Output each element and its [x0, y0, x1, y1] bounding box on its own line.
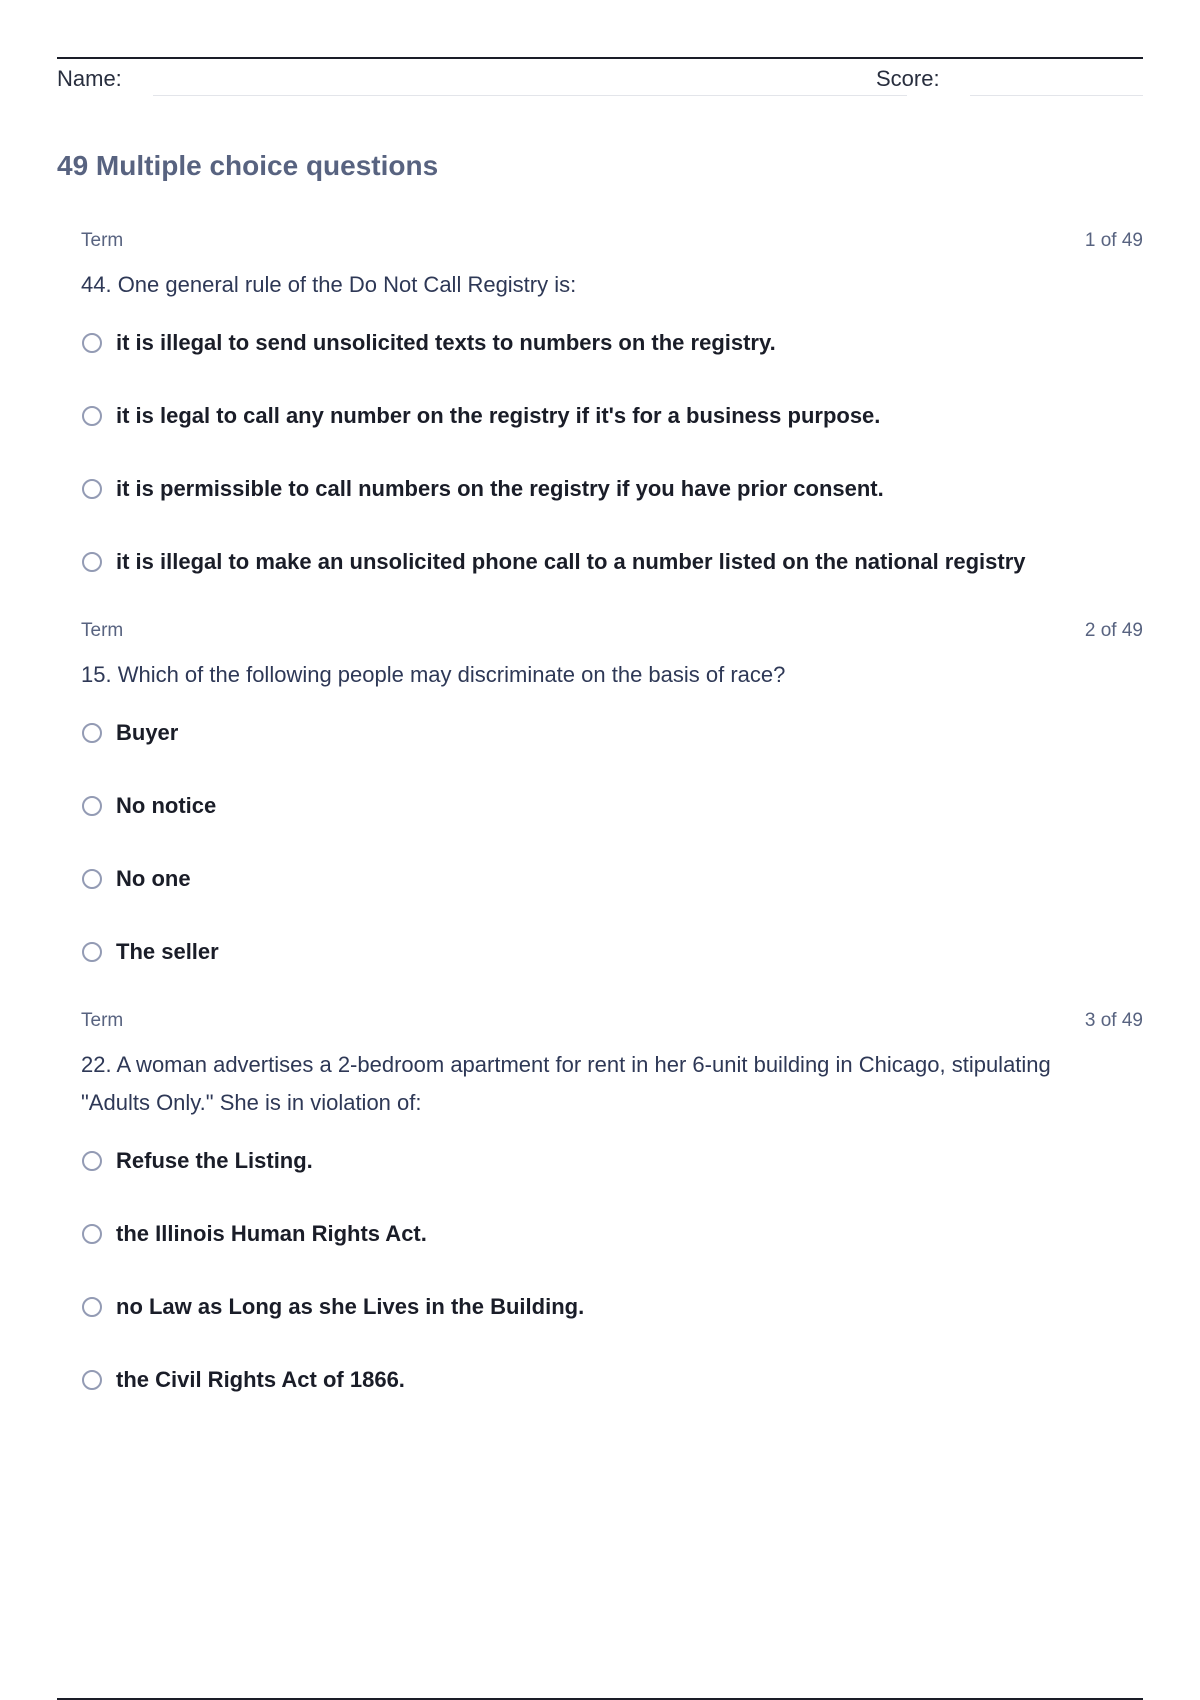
answer-options — [81, 324, 1143, 581]
answer-option[interactable] — [81, 1142, 1143, 1180]
radio-button[interactable] — [82, 479, 102, 499]
radio-button[interactable] — [82, 1370, 102, 1390]
radio-button[interactable] — [82, 552, 102, 572]
question-meta — [81, 620, 1143, 644]
option-label: The seller — [116, 939, 219, 964]
answer-option[interactable] — [81, 1288, 1143, 1326]
option-label: the Illinois Human Rights Act. — [116, 1221, 427, 1246]
answer-option[interactable] — [81, 397, 1143, 435]
answer-option[interactable] — [81, 1215, 1143, 1253]
option-label: the Civil Rights Act of 1866. — [116, 1367, 405, 1392]
worksheet-header — [57, 62, 1143, 96]
term-label: Term — [81, 620, 124, 641]
answer-option[interactable] — [81, 860, 1143, 898]
term-label: Term — [81, 1010, 124, 1031]
answer-option[interactable] — [81, 1361, 1143, 1399]
option-label: it is illegal to send unsolicited texts to numbers on the registry. — [116, 330, 776, 355]
question-text: 22. A woman advertises a 2-bedroom apartment for rent in her 6-unit building in Chicago, stipulating "Adults Only." She is in violation of: — [81, 1052, 1051, 1115]
option-label: it is legal to call any number on the registry if it's for a business purpose. — [116, 403, 881, 428]
radio-button[interactable] — [82, 942, 102, 962]
radio-button[interactable] — [82, 796, 102, 816]
option-label: it is permissible to call numbers on the registry if you have prior consent. — [116, 476, 884, 501]
question-text: 44. One general rule of the Do Not Call Registry is: — [81, 272, 577, 297]
option-label: no Law as Long as she Lives in the Building. — [116, 1294, 585, 1319]
radio-button[interactable] — [82, 723, 102, 743]
answer-option[interactable] — [81, 714, 1143, 752]
option-label: No one — [116, 866, 191, 891]
question-counter: 3 of 49 — [1084, 1010, 1143, 1031]
radio-button[interactable] — [82, 1297, 102, 1317]
radio-button[interactable] — [82, 333, 102, 353]
question-card — [81, 620, 1143, 1006]
answer-options — [81, 714, 1143, 971]
radio-button[interactable] — [82, 1151, 102, 1171]
answer-option[interactable] — [81, 543, 1143, 581]
top-rule — [57, 57, 1143, 59]
answer-option[interactable] — [81, 787, 1143, 825]
radio-button[interactable] — [82, 869, 102, 889]
score-field[interactable] — [970, 95, 1143, 96]
name-label: Name: — [57, 66, 122, 91]
option-label: No notice — [116, 793, 217, 818]
answer-options — [81, 1142, 1143, 1399]
name-field[interactable] — [153, 95, 907, 96]
question-meta — [81, 230, 1143, 254]
question-text: 15. Which of the following people may discriminate on the basis of race? — [81, 662, 786, 687]
page-title: 49 Multiple choice questions — [57, 150, 439, 181]
question-counter: 2 of 49 — [1084, 620, 1143, 641]
term-label: Term — [81, 230, 124, 251]
question-counter: 1 of 49 — [1084, 230, 1143, 251]
question-meta — [81, 1010, 1143, 1034]
answer-option[interactable] — [81, 933, 1143, 971]
radio-button[interactable] — [82, 1224, 102, 1244]
answer-option[interactable] — [81, 324, 1143, 362]
option-label: it is illegal to make an unsolicited phone call to a number listed on the national registry — [116, 549, 1026, 574]
option-label: Buyer — [116, 720, 179, 745]
radio-button[interactable] — [82, 406, 102, 426]
option-label: Refuse the Listing. — [116, 1148, 313, 1173]
score-label: Score: — [876, 66, 940, 91]
answer-option[interactable] — [81, 470, 1143, 508]
question-card — [81, 1010, 1143, 1434]
question-card — [81, 230, 1143, 616]
